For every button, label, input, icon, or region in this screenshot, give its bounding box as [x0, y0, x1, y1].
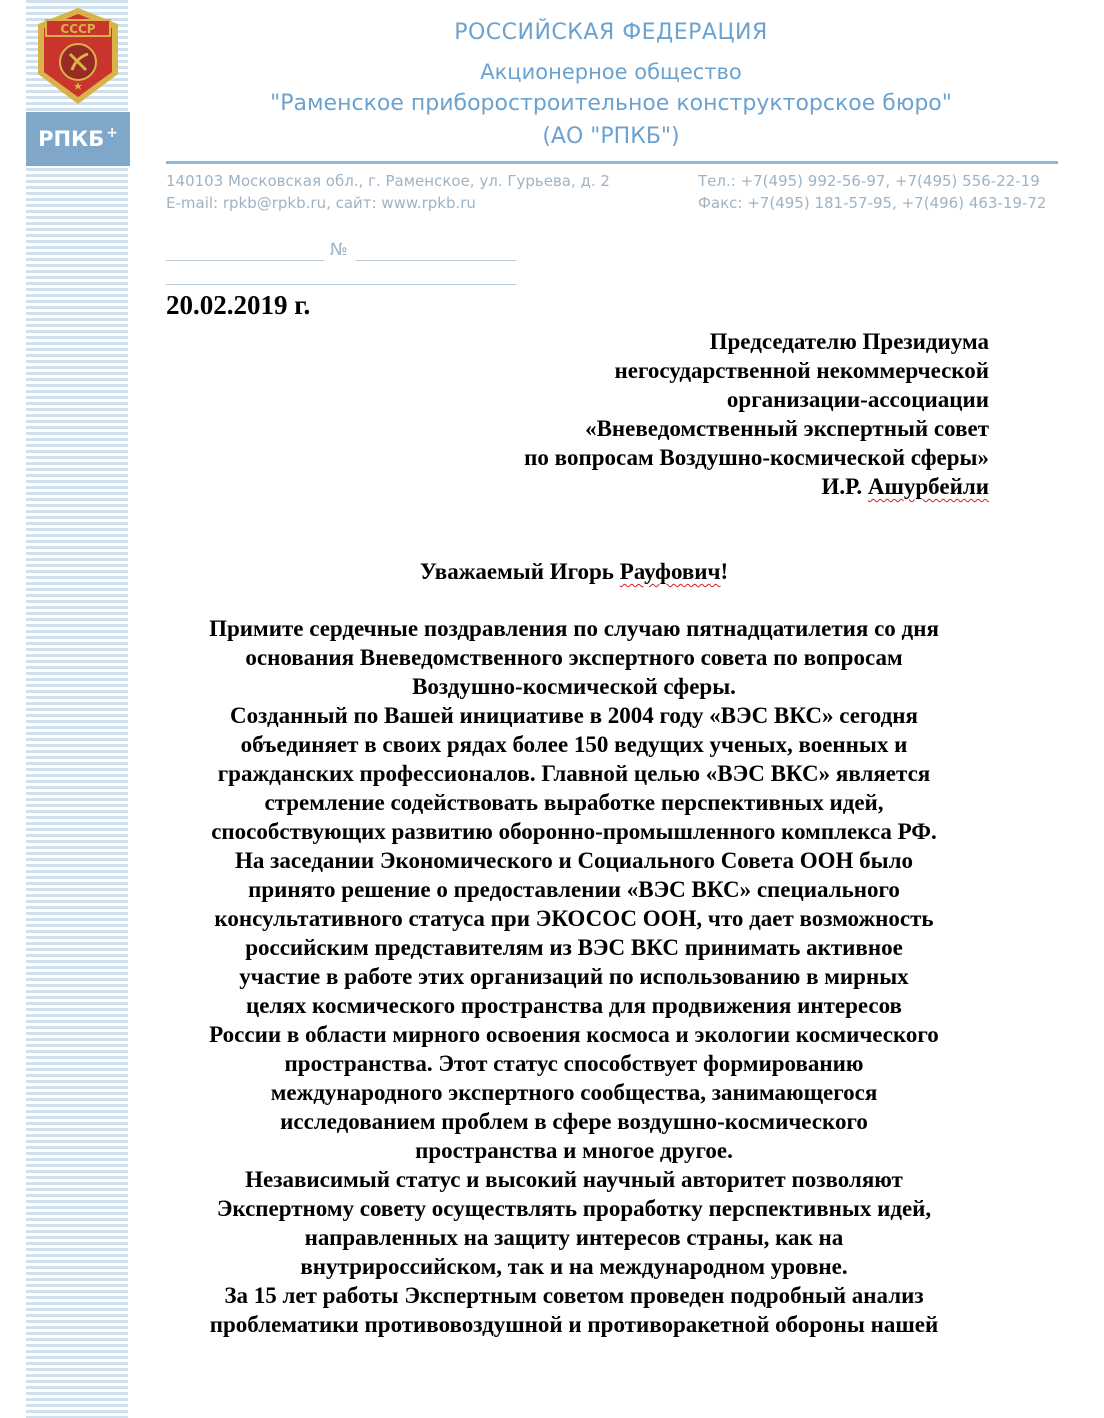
addressee-line-2: негосударственной некоммерческой [614, 358, 989, 383]
addressee-line-3: организации-ассоциации [726, 387, 989, 412]
header-company-type: Акционерное общество [480, 60, 742, 84]
body-line: На заседании Экономического и Социального Совета ООН было [235, 848, 913, 873]
header-company-name: "Раменское приборостроительное конструкторское бюро" [270, 91, 952, 116]
contact-address: 140103 Московская обл., г. Раменское, ул. Гурьева, д. 2 [166, 172, 610, 190]
body-line: пространства. Этот статус способствует формированию [284, 1051, 864, 1076]
body-line: гражданских профессионалов. Главной целью «ВЭС ВКС» является [217, 761, 931, 786]
body-line: способствующих развитию оборонно-промышленного комплекса РФ. [211, 819, 937, 844]
addressee-line-5: по вопросам Воздушно-космической сферы» [524, 445, 989, 470]
rpkb-logo-badge [26, 112, 130, 166]
body-line: внутрироссийском, так и на международном уровне. [300, 1254, 848, 1279]
body-line: проблематики противовоздушной и противоракетной обороны нашей [209, 1312, 939, 1337]
body-line: принято решение о предоставлении «ВЭС ВКС» специального [248, 877, 900, 902]
reg-number-blank [356, 260, 516, 261]
addressee-line-1: Председателю Президиума [709, 329, 989, 354]
body-line: За 15 лет работы Экспертным советом проведен подробный анализ [224, 1283, 924, 1308]
reg-date-blank [166, 260, 324, 261]
body-line: объединяет в своих рядах более 150 ведущих ученых, военных и [240, 732, 908, 757]
body-line: основания Вневедомственного экспертного совета по вопросам [245, 645, 903, 670]
emblem-text: СССР [60, 22, 96, 36]
logo-plus-icon: + [106, 125, 118, 141]
body-line: консультативного статуса при ЭКОСОС ООН, что дает возможность [214, 906, 934, 931]
header-divider [166, 161, 1058, 164]
body-line: международного экспертного сообщества, занимающегося [270, 1080, 878, 1105]
body-line: стремление содействовать выработке перспективных идей, [264, 790, 884, 815]
body-line: целях космического пространства для продвижения интересов [246, 993, 902, 1018]
ussr-emblem-icon [30, 4, 126, 108]
body-line: российским представителям из ВЭС ВКС принимать активное [245, 935, 903, 960]
header-company-short: (АО "РПКБ") [542, 124, 680, 149]
addressee-line-6 [822, 472, 989, 501]
greeting-patronymic: Рауфович [619, 559, 721, 584]
body-line: Созданный по Вашей инициативе в 2004 году «ВЭС ВКС» сегодня [230, 703, 918, 728]
body-line: исследованием проблем в сфере воздушно-космического [280, 1109, 868, 1134]
contact-fax: Факс: +7(495) 181-57-95, +7(496) 463-19-72 [698, 194, 1047, 212]
decorative-stripe [26, 0, 128, 1418]
greeting-suffix: ! [720, 559, 729, 584]
contact-phone: Тел.: +7(495) 992-56-97, +7(495) 556-22-19 [698, 172, 1040, 190]
addressee-line-4: «Вневедомственный экспертный совет [585, 416, 989, 441]
body-line: Воздушно-космической сферы. [412, 674, 736, 699]
body-line: Независимый статус и высокий научный авторитет позволяют [245, 1167, 903, 1192]
letter-date: 20.02.2019 г. [166, 290, 311, 320]
body-line: Примите сердечные поздравления по случаю пятнадцатилетия со дня [209, 616, 939, 641]
reg-number-sign: № [330, 240, 348, 260]
contact-email-site: E-mail: rpkb@rpkb.ru, сайт: www.rpkb.ru [166, 194, 476, 212]
greeting-prefix: Уважаемый Игорь [419, 559, 620, 584]
letter-body [120, 614, 1028, 1339]
body-line: России в области мирного освоения космоса и экологии космического [209, 1022, 939, 1047]
addressee-initials: И.Р. [821, 474, 868, 499]
body-line: участие в работе этих организаций по использованию в мирных [239, 964, 909, 989]
body-line: направленных на защиту интересов страны, как на [304, 1225, 844, 1250]
addressee-surname: Ашурбейли [867, 474, 989, 499]
header-country: РОССИЙСКАЯ ФЕДЕРАЦИЯ [454, 20, 768, 45]
body-line: Экспертному совету осуществлять проработку перспективных идей, [216, 1196, 932, 1221]
body-line: пространства и многое другое. [415, 1138, 733, 1163]
greeting [0, 559, 1104, 585]
logo-badge-text: РПКБ [38, 127, 105, 151]
reg-reference-blank [166, 284, 516, 285]
